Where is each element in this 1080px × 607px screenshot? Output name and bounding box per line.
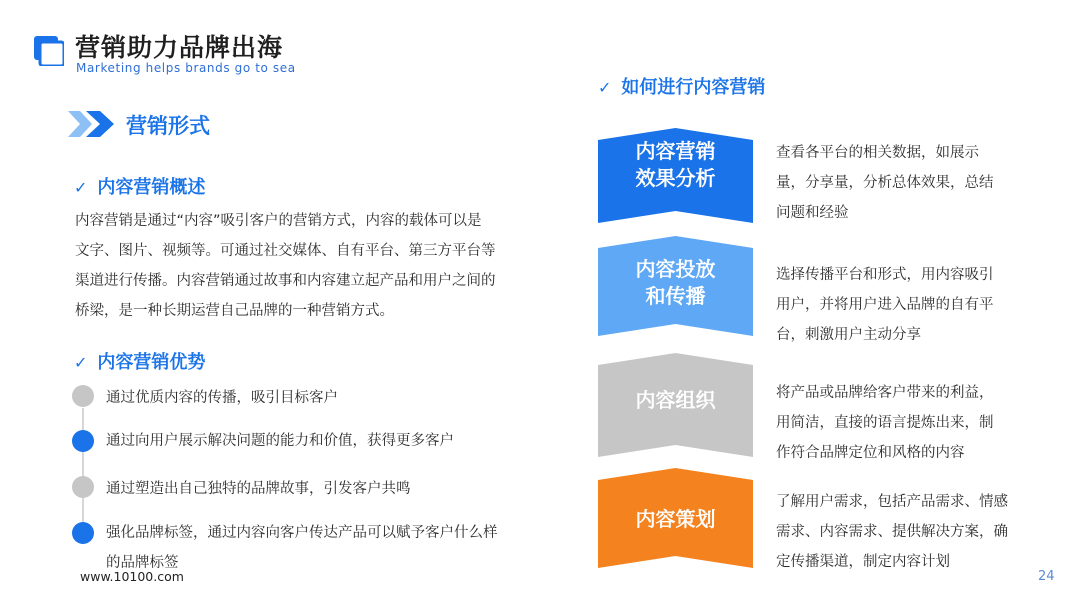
- overview-line: 渠道进行传播。内容营销通过故事和内容建立起产品和用户之间的: [75, 273, 496, 289]
- step-desc-line: 用户，并将用户进入品牌的自有平: [776, 297, 994, 313]
- step-desc-line: 查看各平台的相关数据，如展示: [776, 145, 979, 161]
- page-title: 营销助力品牌出海: [75, 33, 284, 62]
- advantage-text: 通过向用户展示解决问题的能力和价值，获得更多客户: [106, 433, 454, 449]
- section-title: 营销形式: [126, 114, 210, 138]
- step-badge-organization: [598, 353, 753, 457]
- step-desc-line: 作符合品牌定位和风格的内容: [776, 445, 965, 461]
- logo-icon: [34, 36, 64, 66]
- step-label-line: 和传播: [645, 284, 706, 308]
- bullet-dot: [72, 476, 94, 498]
- step-description: [776, 138, 1038, 228]
- step-label-line: 内容策划: [635, 507, 716, 531]
- page-number: 24: [1038, 569, 1055, 584]
- step-badge-effect-analysis: [598, 128, 753, 223]
- overview-line: 文字、图片、视频等。可通过社交媒体、自有平台、第三方平台等: [75, 243, 496, 259]
- overview-line: 桥梁，是一种长期运营自己品牌的一种营销方式。: [75, 303, 394, 319]
- double-chevron-icon: [68, 111, 116, 137]
- step-description: [776, 487, 1038, 577]
- step-label: [598, 256, 753, 310]
- advantages-heading-text: 内容营销优势: [97, 352, 206, 373]
- bullet-dot: [72, 430, 94, 452]
- step-label: [598, 506, 753, 533]
- step-label: [598, 387, 753, 414]
- step-badge-distribution: [598, 236, 753, 336]
- step-desc-line: 台，刺激用户主动分享: [776, 327, 921, 343]
- step-description: [776, 378, 1038, 468]
- step-label-line: 内容组织: [635, 388, 716, 412]
- step-desc-line: 用简洁，直接的语言提炼出来，制: [776, 415, 994, 431]
- step-desc-line: 选择传播平台和形式，用内容吸引: [776, 267, 994, 283]
- advantage-text: 强化品牌标签，通过内容向客户传达产品可以赋予客户什么样的品牌标签: [106, 525, 498, 571]
- step-label: [598, 138, 753, 192]
- step-desc-line: 将产品或品牌给客户带来的利益，: [776, 385, 994, 401]
- step-desc-line: 需求、内容需求、提供解决方案，确: [776, 524, 1008, 540]
- bullet-dot: [72, 522, 94, 544]
- check-icon: ✓: [74, 353, 88, 372]
- step-label-line: 内容投放: [635, 257, 716, 281]
- advantages-heading: [74, 348, 205, 374]
- page-subtitle: Marketing helps brands go to sea: [76, 61, 296, 75]
- step-label-line: 内容营销: [635, 139, 716, 163]
- footer-url: www.10100.com: [80, 569, 184, 584]
- step-desc-line: 量，分享量，分析总体效果，总结: [776, 175, 994, 191]
- step-desc-line: 问题和经验: [776, 205, 849, 221]
- howto-heading-text: 如何进行内容营销: [621, 77, 766, 98]
- bullet-dot: [72, 385, 94, 407]
- timeline-line: [82, 408, 84, 530]
- step-description: [776, 260, 1038, 350]
- step-desc-line: 了解用户需求，包括产品需求、情感: [776, 494, 1008, 510]
- overview-paragraph: [75, 206, 535, 326]
- overview-heading-text: 内容营销概述: [97, 177, 206, 198]
- howto-heading: [598, 73, 765, 99]
- overview-line: 内容营销是通过“内容”吸引客户的营销方式，内容的载体可以是: [75, 213, 482, 229]
- advantage-text: 通过塑造出自己独特的品牌故事，引发客户共鸣: [106, 481, 411, 497]
- check-icon: ✓: [74, 178, 88, 197]
- step-desc-line: 定传播渠道，制定内容计划: [776, 554, 950, 570]
- advantage-text: 通过优质内容的传播，吸引目标客户: [106, 390, 338, 406]
- check-icon: ✓: [598, 78, 612, 97]
- overview-heading: [74, 173, 205, 199]
- step-label-line: 效果分析: [635, 166, 716, 190]
- step-badge-planning: [598, 468, 753, 568]
